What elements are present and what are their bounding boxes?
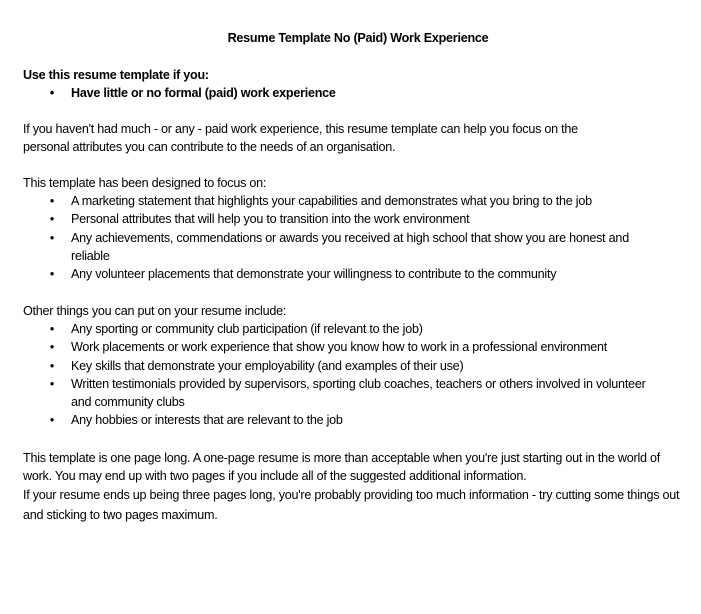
list-item: • Any sporting or community club participation (if relevant to the job): [23, 320, 693, 338]
bullet-icon: •: [49, 86, 55, 101]
section-focus: [23, 174, 693, 283]
bullet-icon: •: [49, 267, 55, 282]
closing-line: If your resume ends up being three pages long, you're probably providing too much information - try cutting some things out and sticking to two pages maximum.: [23, 488, 680, 523]
section-use-list: [23, 84, 693, 102]
section-other-heading: Other things you can put on your resume include:: [23, 304, 287, 318]
list-item: • Any volunteer placements that demonstrate your willingness to contribute to the community: [23, 265, 693, 283]
list-item: • A marketing statement that highlights your capabilities and demonstrates what you bring to the job: [23, 192, 693, 210]
bullet-icon: •: [49, 340, 55, 355]
list-item: • Work placements or work experience that show you know how to work in a professional environment: [23, 338, 693, 356]
intro-line: If you haven't had much - or any - paid work experience, this resume template can help you focus on the: [23, 122, 578, 136]
bullet-icon: •: [49, 358, 55, 373]
closing-paragraph: [23, 449, 691, 525]
list-item: • Personal attributes that will help you to transition into the work environment: [23, 210, 693, 228]
section-use-heading: Use this resume template if you:: [23, 68, 209, 82]
document-title: Resume Template No (Paid) Work Experience: [227, 31, 489, 45]
list-item: • Written testimonials provided by supervisors, sporting club coaches, teachers or others involved in volunteer and community clubs: [23, 375, 651, 411]
list-item: • Any hobbies or interests that are relevant to the job: [23, 411, 693, 429]
closing-line: This template is one page long. A one-page resume is more than acceptable when you're just starting out in the world of work. You may end up with two pages if you include all of the suggested additional information.: [23, 451, 661, 484]
section-focus-list: [23, 192, 693, 283]
list-item: • Any achievements, commendations or awards you received at high school that show you are honest and reliable: [23, 229, 641, 265]
section-focus-heading: This template has been designed to focus on:: [23, 176, 267, 190]
list-item: • Have little or no formal (paid) work experience: [23, 84, 693, 102]
bullet-icon: •: [49, 212, 55, 227]
section-other: [23, 302, 693, 429]
section-other-list: [23, 320, 693, 429]
bullet-icon: •: [49, 194, 55, 209]
list-item: • Key skills that demonstrate your employability (and examples of their use): [23, 357, 693, 375]
intro-line: personal attributes you can contribute to the needs of an organisation.: [23, 140, 396, 155]
section-use-template: [23, 66, 693, 102]
bullet-icon: •: [49, 413, 55, 428]
bullet-icon: •: [49, 230, 55, 245]
intro-paragraph: [23, 120, 693, 156]
bullet-icon: •: [49, 376, 55, 391]
bullet-icon: •: [49, 322, 55, 337]
